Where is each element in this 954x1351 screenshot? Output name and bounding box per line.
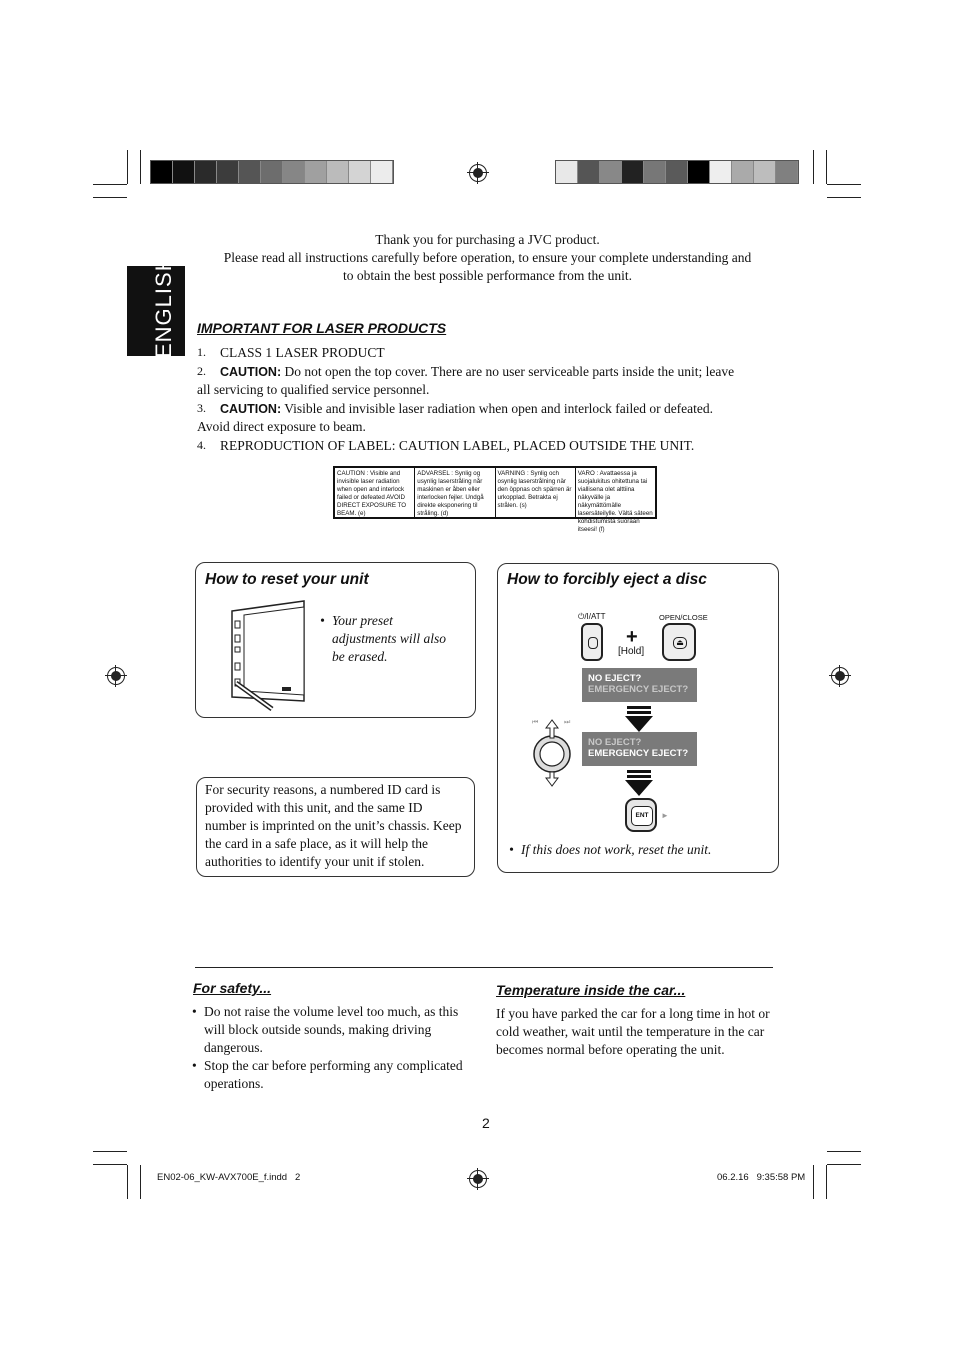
laser-item-text: REPRODUCTION OF LABEL: CAUTION LABEL, PLACED OUTSIDE THE UNIT. bbox=[220, 437, 695, 453]
reset-panel bbox=[195, 562, 476, 718]
att-button-label: ⏻/I/ATT bbox=[578, 612, 606, 621]
footer-file-name: EN02-06_KW-AVX700E_f.indd 2 bbox=[157, 1172, 301, 1183]
color-bar-right bbox=[555, 160, 799, 184]
control-knob-illustration[interactable] bbox=[526, 716, 586, 788]
laser-item-number: 4. bbox=[197, 437, 206, 452]
laser-item-continuation: Avoid direct exposure to beam. bbox=[197, 419, 366, 434]
display-line-no-eject: NO EJECT? bbox=[588, 737, 642, 748]
safety-item: • Do not raise the volume level too much, as this will block outside sounds, making driving dangerous. bbox=[192, 1003, 474, 1057]
display-screen-1 bbox=[582, 668, 697, 702]
open-close-button[interactable] bbox=[662, 623, 696, 661]
arrow-down-icon bbox=[627, 770, 651, 773]
laser-item-continuation: all servicing to qualified service personnel. bbox=[197, 382, 430, 397]
crop-mark bbox=[127, 1165, 128, 1199]
security-text: For security reasons, a numbered ID card is provided with this unit, and the same ID number is imprinted on the unit’s chassis. Keep the card in a safe place, as it will help the authorities to identify your unit if stolen. bbox=[205, 782, 462, 869]
display-line-emergency-eject: EMERGENCY EJECT? bbox=[588, 684, 689, 695]
reset-note: • Your preset adjustments will also be erased. bbox=[320, 612, 460, 666]
crop-mark bbox=[140, 150, 141, 184]
arrow-down-icon bbox=[625, 780, 653, 796]
display-line-no-eject: NO EJECT? bbox=[588, 673, 642, 684]
laser-item-number: 2. bbox=[197, 363, 206, 378]
crop-mark bbox=[140, 1165, 141, 1199]
intro-line: to obtain the best possible performance from the unit. bbox=[342, 268, 633, 283]
play-arrow-icon: ► bbox=[661, 811, 669, 820]
registration-mark-icon bbox=[831, 667, 849, 685]
registration-mark-icon bbox=[107, 667, 125, 685]
temperature-text: If you have parked the car for a long time in hot or cold weather, wait until the temperature in the car becomes normal before operating the unit. bbox=[496, 1006, 770, 1057]
crop-mark bbox=[826, 1165, 827, 1199]
crop-mark bbox=[93, 197, 127, 198]
crop-mark bbox=[93, 1164, 127, 1165]
reset-unit-illustration bbox=[226, 597, 316, 709]
display-screen-2 bbox=[582, 732, 697, 766]
eject-note: • If this does not work, reset the unit. bbox=[509, 841, 769, 859]
svg-text:⏮: ⏮ bbox=[532, 719, 539, 726]
crop-mark bbox=[127, 150, 128, 184]
ent-button[interactable] bbox=[625, 798, 657, 832]
ent-button-label: ENT bbox=[631, 806, 653, 826]
intro-line: Thank you for purchasing a JVC product. bbox=[375, 232, 600, 247]
crop-mark bbox=[813, 150, 814, 184]
laser-item bbox=[197, 344, 787, 362]
laser-item-number: 3. bbox=[197, 400, 206, 415]
crop-mark bbox=[827, 1164, 861, 1165]
laser-heading: IMPORTANT FOR LASER PRODUCTS bbox=[197, 320, 447, 336]
caution-label-english: CAUTION : Visible and invisible laser radiation when open and interlock failed or defeated AVOID DIRECT EXPOSURE TO BEAM. (e) bbox=[335, 468, 415, 517]
laser-item-text: Do not open the top cover. There are no user serviceable parts inside the unit; leave bbox=[281, 363, 735, 379]
security-panel bbox=[196, 777, 475, 877]
laser-item bbox=[197, 363, 787, 399]
color-bar-left bbox=[150, 160, 394, 184]
laser-list bbox=[197, 344, 787, 455]
laser-item-number: 1. bbox=[197, 345, 206, 359]
language-tab-label: ENGLISH bbox=[151, 254, 176, 358]
page-number: 2 bbox=[482, 1115, 490, 1131]
intro-text bbox=[180, 231, 795, 285]
display-line-emergency-eject: EMERGENCY EJECT? bbox=[588, 748, 689, 759]
intro-line: Please read all instructions carefully before operation, to ensure your complete understanding and bbox=[223, 250, 752, 265]
safety-heading: For safety... bbox=[193, 980, 272, 996]
caution-label-swedish: VARNING : Synlig och osynlig laserstrålning när den öppnas och spärren är urkopplad. Betrakta ej strålen. (s) bbox=[496, 468, 576, 517]
caution-label-danish: ADVARSEL : Synlig og usynlig laserstråling når maskinen er åben eller interlocken fejler. Undgå direkte eksponering til stråling. (d) bbox=[415, 468, 495, 517]
att-button[interactable] bbox=[581, 623, 603, 661]
caution-label-text: CAUTION: bbox=[220, 364, 282, 379]
svg-text:⏭: ⏭ bbox=[564, 719, 571, 726]
reset-note-list bbox=[320, 612, 460, 666]
caution-label-text: CAUTION: bbox=[220, 401, 282, 416]
caution-label bbox=[333, 466, 657, 533]
arrow-down-icon bbox=[627, 706, 651, 709]
eject-icon: ⏏ bbox=[673, 637, 687, 649]
crop-mark bbox=[93, 1151, 127, 1152]
safety-list bbox=[192, 1003, 474, 1093]
footer-timestamp: 06.2.16 9:35:58 PM bbox=[717, 1172, 806, 1183]
laser-item-text: CLASS 1 LASER PRODUCT bbox=[220, 345, 385, 360]
section-divider bbox=[195, 967, 773, 968]
laser-item-text: Visible and invisible laser radiation when open and interlock failed or defeated. bbox=[281, 400, 714, 416]
laser-item bbox=[197, 437, 787, 455]
arrow-down-icon bbox=[625, 716, 653, 732]
crop-mark bbox=[827, 184, 861, 185]
crop-mark bbox=[813, 1165, 814, 1199]
crop-mark bbox=[93, 184, 127, 185]
caution-label-finnish: VARO : Avattaessa ja suojalukitus ohitettuna tai viallisena olet alttiina näkyvälle ja näkymättömälle lasersäteilylle. Vältä säteen kohdistumista suoraan itseesi! (f) bbox=[577, 470, 653, 533]
arrow-down-icon bbox=[627, 775, 651, 778]
crop-mark bbox=[827, 1151, 861, 1152]
eject-note-list bbox=[509, 841, 769, 859]
arrow-down-icon bbox=[627, 711, 651, 714]
reset-title: How to reset your unit bbox=[205, 571, 369, 588]
plus-sign: + bbox=[626, 626, 638, 648]
temperature-heading: Temperature inside the car... bbox=[496, 982, 686, 998]
crop-mark bbox=[827, 197, 861, 198]
hold-label: [Hold] bbox=[618, 646, 645, 657]
registration-mark-icon bbox=[469, 164, 487, 182]
eject-title: How to forcibly eject a disc bbox=[507, 571, 707, 588]
registration-mark-icon bbox=[469, 1170, 487, 1188]
att-button-icon bbox=[588, 637, 598, 649]
crop-mark bbox=[826, 150, 827, 184]
safety-item: • Stop the car before performing any complicated operations. bbox=[192, 1057, 474, 1093]
language-tab bbox=[127, 254, 185, 358]
open-close-button-label: OPEN/CLOSE bbox=[659, 613, 708, 622]
laser-item bbox=[197, 400, 787, 436]
